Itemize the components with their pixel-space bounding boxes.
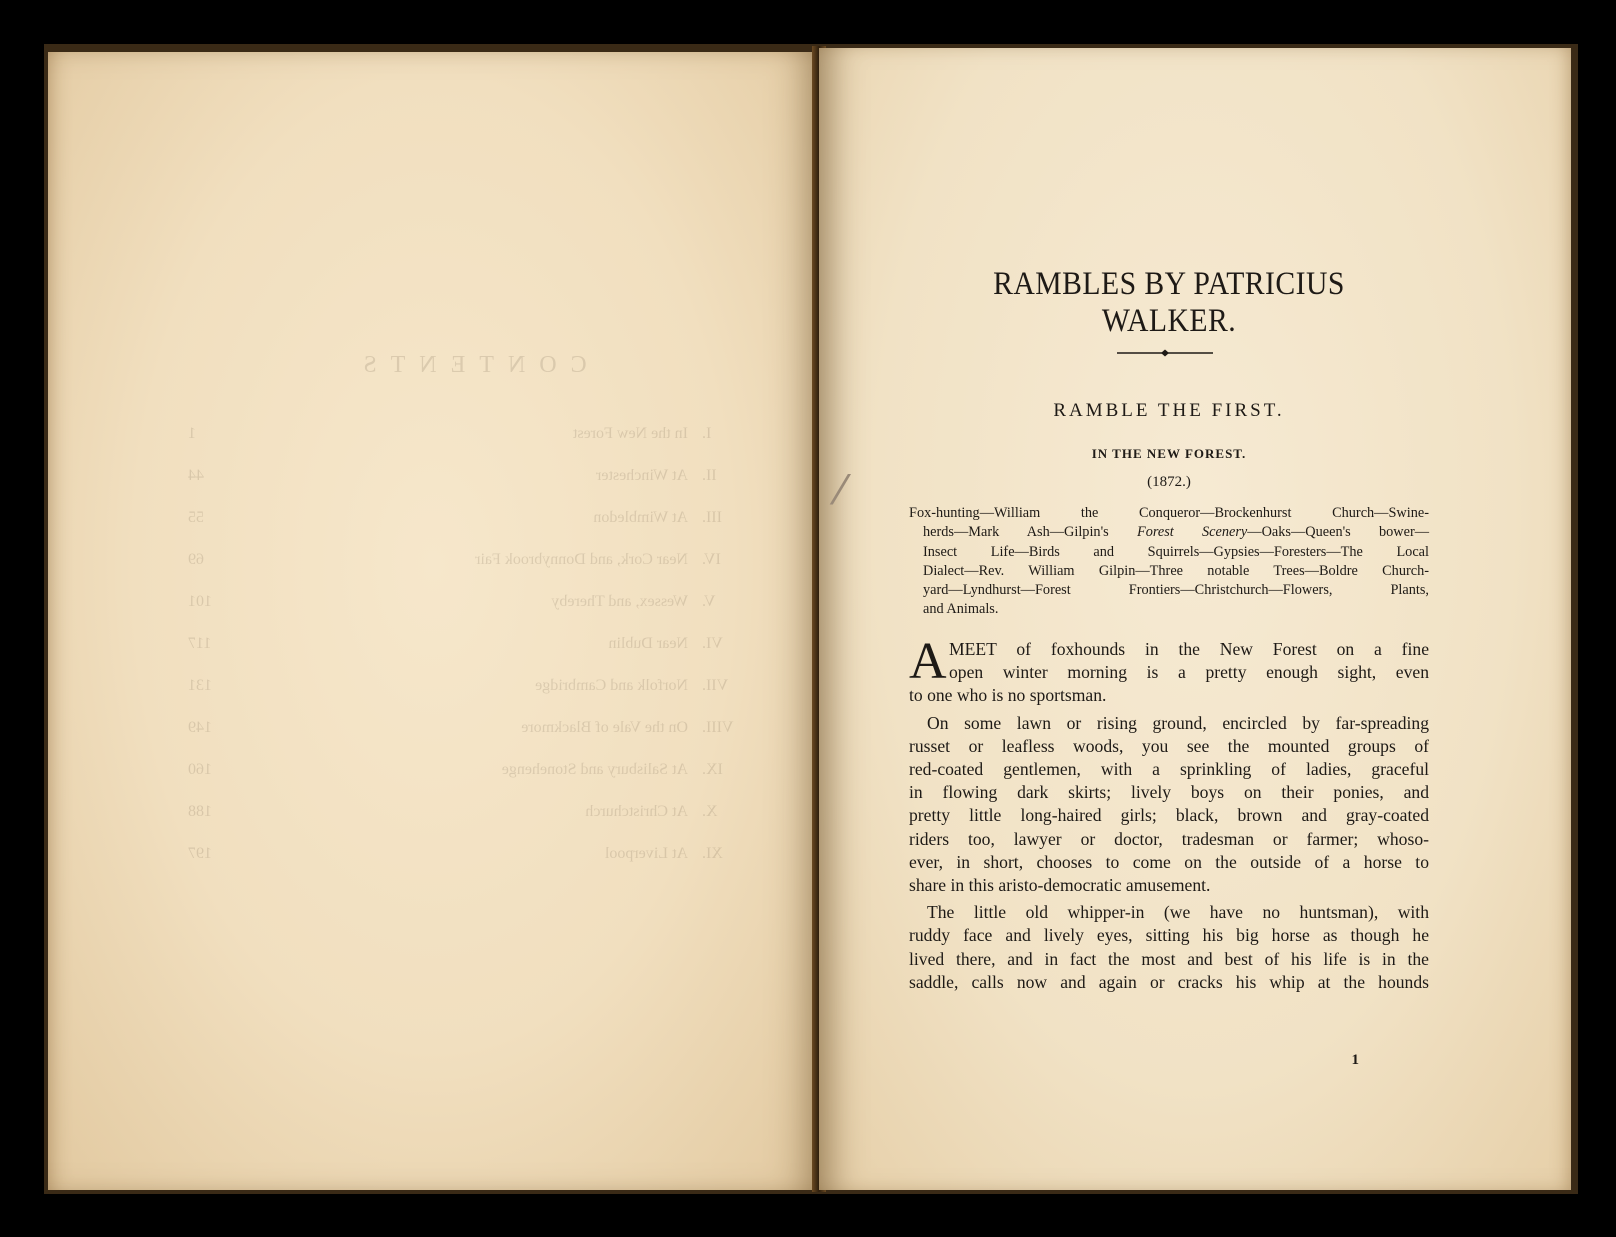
body-line: MEET of foxhounds in the New Forest on a fine [949, 639, 1429, 659]
drop-cap: A [909, 633, 947, 690]
synopsis-line: Dialect—Rev. William Gilpin—Three notable Trees—Boldre Church- [923, 562, 1429, 579]
contents-list [188, 413, 748, 875]
contents-row [188, 707, 748, 749]
book-title-italic: Forest Scenery [1136, 524, 1248, 541]
pencil-margin-mark: ⁄ [837, 468, 844, 514]
contents-number: XI. [702, 845, 723, 862]
contents-page: 1 [188, 425, 196, 442]
contents-number: IX. [702, 761, 723, 778]
contents-row [188, 749, 748, 791]
contents-row [188, 413, 748, 455]
synopsis-line: and Animals. [923, 601, 999, 618]
chapter-year: (1872.) [1147, 474, 1191, 490]
chapter-subtitle: IN THE NEW FOREST. [1091, 446, 1247, 461]
contents-row [188, 539, 748, 581]
contents-row [188, 791, 748, 833]
contents-page: 131 [188, 677, 212, 694]
contents-number: X. [702, 803, 718, 820]
contents-row [188, 455, 748, 497]
body-line: ruddy face and lively eyes, sitting his big horse as though he [909, 925, 1429, 946]
body-line: On some lawn or rising ground, encircled by far-spreading [927, 712, 1429, 733]
contents-row [188, 581, 748, 623]
contents-entry: Wessex, and Thereby [551, 593, 688, 610]
synopsis-line: Insect Life—Birds and Squirrels—Gypsies—Foresters—The Local [923, 543, 1429, 560]
contents-entry: In the New Forest [572, 425, 688, 442]
contents-page: 160 [188, 761, 212, 778]
synopsis-line: Fox-hunting—William the Conqueror—Brockenhurst Church—Swine- [909, 505, 1429, 521]
contents-page: 117 [188, 635, 212, 652]
body-line: russet or leafless woods, you see the mounted groups of [909, 735, 1429, 756]
body-line: pretty little long-haired girls; black, brown and gray-coated [909, 805, 1429, 826]
body-line: riders too, lawyer or doctor, tradesman or farmer; whoso- [909, 828, 1429, 849]
contents-number: II. [702, 467, 717, 484]
contents-entry: Norfolk and Cambridge [535, 677, 688, 694]
synopsis-line: herds—Mark Ash—Gilpin's Forest Scenery—Oaks—Queen's bower— [923, 524, 1430, 541]
contents-entry: Near Cork, and Donnybrook Fair [475, 551, 688, 568]
contents-row [188, 833, 748, 875]
page-number: 1 [1351, 1052, 1359, 1068]
body-line: saddle, calls now and again or cracks his whip at the hounds [909, 971, 1429, 992]
body-line: lived there, and in fact the most and best of his life is in the [909, 948, 1429, 969]
ramble-heading: RAMBLE THE FIRST. [1053, 400, 1285, 421]
body-line: The little old whipper-in (we have no huntsman), with [927, 902, 1429, 923]
ornament-divider-icon [1117, 348, 1213, 358]
contents-entry: Near Dublin [608, 635, 688, 652]
body-line: red-coated gentlemen, with a sprinkling of ladies, graceful [909, 759, 1429, 780]
right-page [819, 48, 1571, 1190]
contents-entry: At Christchurch [585, 803, 688, 820]
book-title: RAMBLES BY PATRICIUS WALKER. [993, 266, 1345, 339]
body-line: in flowing dark skirts; lively boys on their ponies, and [909, 782, 1429, 803]
body-line: open winter morning is a pretty enough sight, even [949, 662, 1429, 683]
contents-row [188, 623, 748, 665]
body-line: ever, in short, chooses to come on the outside of a horse to [909, 851, 1429, 872]
chapter-synopsis [909, 504, 1429, 620]
contents-number: VIII. [702, 719, 734, 736]
synopsis-line: yard—Lyndhurst—Forest Frontiers—Christchurch—Flowers, Plants, [923, 582, 1429, 599]
open-book [44, 44, 1578, 1194]
contents-number: VI. [702, 635, 723, 652]
contents-page: 101 [188, 593, 212, 610]
contents-show-through [188, 352, 748, 912]
contents-entry: At Wimbledon [593, 509, 688, 526]
contents-row [188, 497, 748, 539]
contents-entry: At Winchester [596, 467, 688, 484]
contents-number: III. [702, 509, 722, 526]
body-line: share in this aristo-democratic amusement. [909, 875, 1211, 896]
contents-number: I. [702, 425, 712, 442]
contents-page: 55 [188, 509, 204, 526]
contents-page: 188 [188, 803, 212, 820]
body-line: to one who is no sportsman. [909, 685, 1107, 706]
contents-entry: At Salisbury and Stonehenge [501, 761, 688, 778]
contents-title: CONTENTS [349, 352, 587, 378]
contents-row [188, 665, 748, 707]
contents-page: 44 [188, 467, 204, 484]
contents-entry: At Liverpool [604, 845, 688, 862]
contents-number: VII. [702, 677, 729, 694]
contents-page: 69 [188, 551, 204, 568]
body-text [909, 633, 1429, 994]
contents-page: 197 [188, 845, 212, 862]
left-page [48, 52, 820, 1190]
contents-number: V. [702, 593, 716, 610]
contents-entry: On the Vale of Blackmore [521, 719, 688, 736]
contents-page: 149 [188, 719, 212, 736]
contents-number: IV. [702, 551, 721, 568]
